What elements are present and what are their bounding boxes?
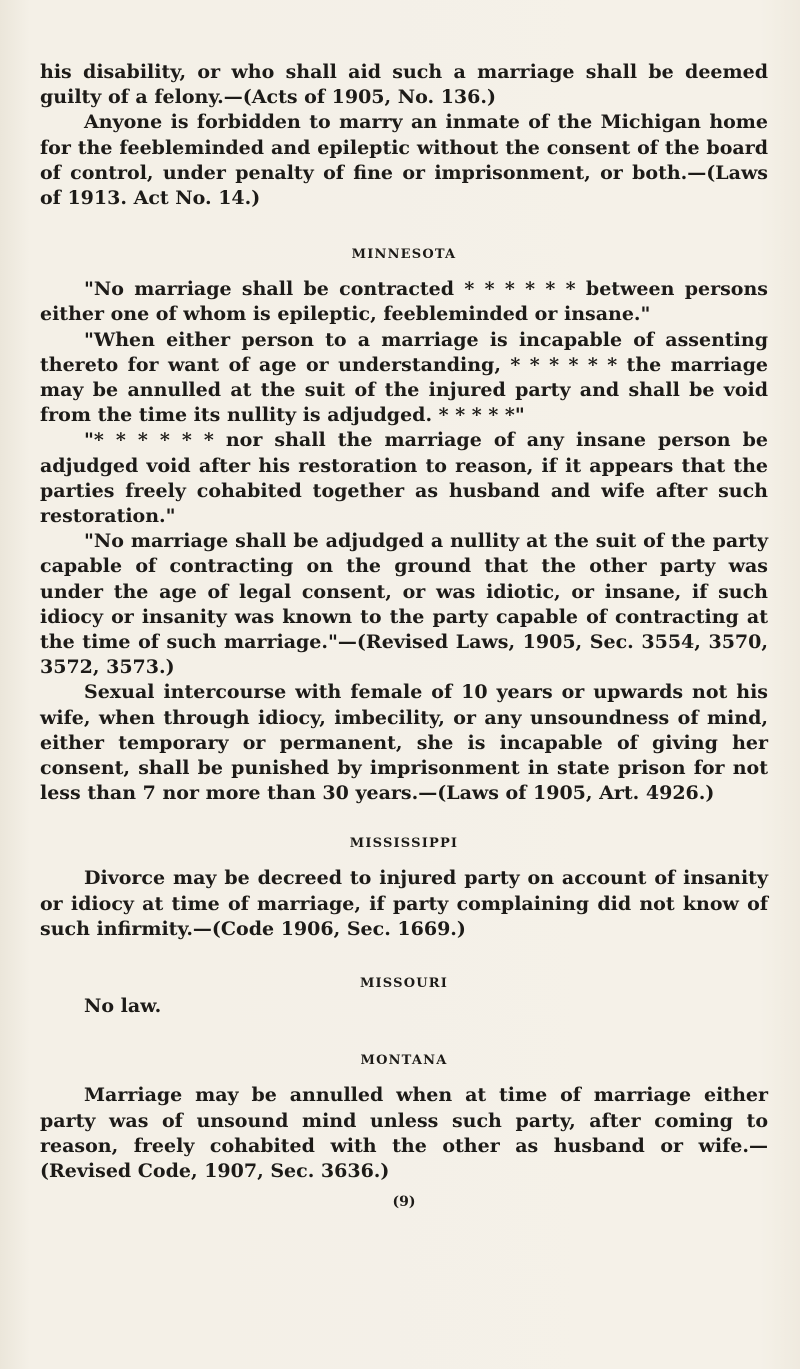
heading-mississippi: MISSISSIPPI xyxy=(349,836,459,852)
minnesota-paragraph-4: "No marriage shall be adjudged a nullity at the suit of the party capable of contracting on the ground that the other party was under the age of legal consent, or was idiotic, or insane, if such idiocy or insanity was known to the party capable of contracting at the time of such marriage."—(Revised Laws, 1905, Sec. 3554, 3570, 3572, 3573.) xyxy=(40,530,768,679)
heading-missouri: MISSOURI xyxy=(359,976,449,992)
michigan-paragraph: Anyone is forbidden to marry an inmate of the Michigan home for the feebleminded and epileptic without the consent of the board of control, under penalty of fine or imprisonment, or both.—(Laws of 1913. Act No. 14.) xyxy=(40,111,768,210)
continued-paragraph: his disability, or who shall aid such a marriage shall be deemed guilty of a felony.—(Acts of 1905, No. 136.) xyxy=(40,61,768,109)
page-text xyxy=(40,60,768,1215)
minnesota-paragraph-5: Sexual intercourse with female of 10 years or upwards not his wife, when through idiocy, imbecility, or any unsoundness of mind, either temporary or permanent, she is incapable of giving her consent, shall be punished by imprisonment in state prison for not less than 7 nor more than 30 years.—(Laws of 1905, Art. 4926.) xyxy=(40,681,768,805)
minnesota-paragraph-2: "When either person to a marriage is incapable of assenting thereto for want of age or understanding, * * * * * * the marriage may be annulled at the suit of the injured party and shall be void from the time its nullity is adjudged. * * * * *" xyxy=(40,328,768,427)
heading-montana: MONTANA xyxy=(360,1053,448,1069)
heading-minnesota: MINNESOTA xyxy=(351,247,457,263)
minnesota-paragraph-1: "No marriage shall be contracted * * * * * * between persons either one of whom is epileptic, feebleminded or insane." xyxy=(40,278,768,326)
mississippi-paragraph: Divorce may be decreed to injured party on account of insanity or idiocy at time of marriage, if party complaining did not know of such infirmity.—(Code 1906, Sec. 1669.) xyxy=(40,867,768,940)
page-number: (9) xyxy=(392,1194,416,1211)
minnesota-paragraph-3: "* * * * * * nor shall the marriage of any insane person be adjudged void after his restoration to reason, if it appears that the parties freely cohabited together as husband and wife after such restoration." xyxy=(40,429,768,528)
missouri-paragraph: No law. xyxy=(84,995,162,1018)
montana-paragraph: Marriage may be annulled when at time of marriage either party was of unsound mind unless such party, after coming to reason, freely cohabited with the other as husband or wife.—(Revised Code, 1907, Sec. 3636.) xyxy=(40,1084,768,1182)
